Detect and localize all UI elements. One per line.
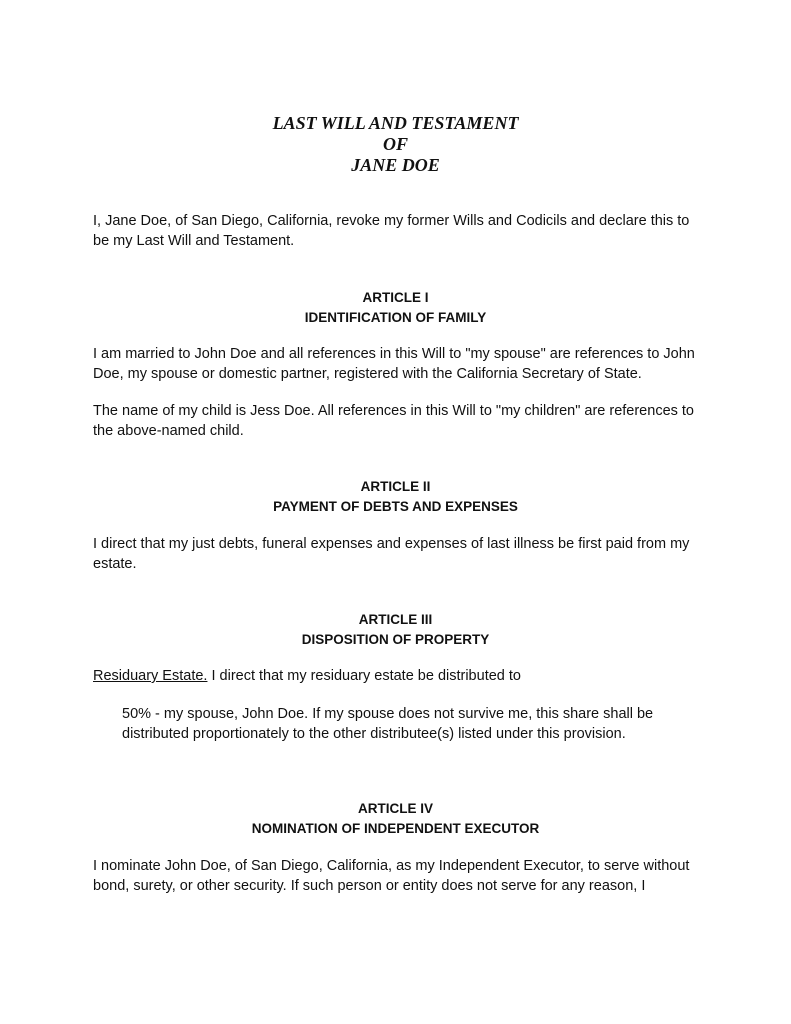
article-title: PAYMENT OF DEBTS AND EXPENSES [273, 498, 518, 514]
article-3-heading [0, 610, 791, 649]
article-number: ARTICLE IV [357, 801, 433, 816]
article-title: IDENTIFICATION OF FAMILY [304, 309, 487, 325]
article-2-heading [0, 477, 791, 516]
title-line-1: LAST WILL AND TESTAMENT [272, 113, 519, 133]
article-number: ARTICLE III [358, 612, 433, 627]
article-number: ARTICLE II [360, 479, 431, 494]
article-title: NOMINATION OF INDEPENDENT EXECUTOR [251, 820, 540, 836]
article-2-paragraph-1: I direct that my just debts, funeral expenses and expenses of last illness be first paid from my estate. [93, 536, 690, 572]
article-4-paragraph-1: I nominate John Doe, of San Diego, California, as my Independent Executor, to serve without bond, surety, or other security. If such person or entity does not serve for any reason, I [93, 858, 690, 894]
article-1-paragraph-1: I am married to John Doe and all references in this Will to "my spouse" are references to John Doe, my spouse or domestic partner, registered with the California Secretary of State. [93, 346, 695, 382]
article-number: ARTICLE I [362, 290, 429, 305]
document-title [0, 113, 791, 176]
article-1-paragraph-2: The name of my child is Jess Doe. All references in this Will to "my children" are references to the above-named child. [93, 403, 694, 439]
title-line-3: JANE DOE [351, 155, 440, 175]
title-line-2: OF [382, 134, 408, 154]
residuary-estate-label: Residuary Estate. [93, 668, 208, 684]
article-1-heading [0, 288, 791, 327]
residuary-share-paragraph: 50% - my spouse, John Doe. If my spouse does not survive me, this share shall be distributed proportionately to the other distributee(s) listed under this provision. [122, 706, 654, 742]
residuary-estate-text: I direct that my residuary estate be distributed to [207, 668, 521, 684]
residuary-estate-paragraph [93, 667, 698, 687]
intro-paragraph: I, Jane Doe, of San Diego, California, revoke my former Wills and Codicils and declare this to be my Last Will and Testament. [93, 213, 690, 249]
article-4-heading [0, 799, 791, 838]
article-title: DISPOSITION OF PROPERTY [301, 631, 490, 647]
